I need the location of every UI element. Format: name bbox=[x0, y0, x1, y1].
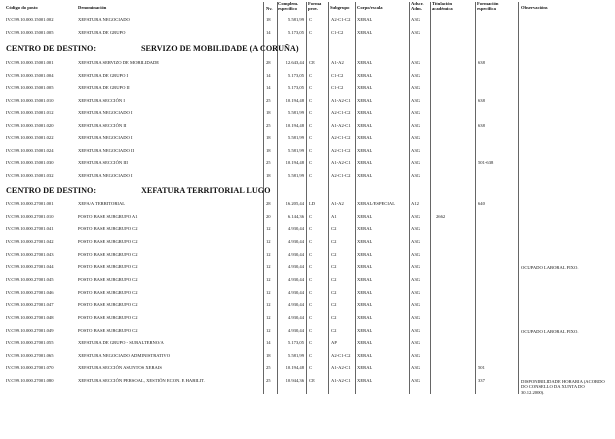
table-cell-comp: 5.581,99 bbox=[287, 147, 304, 153]
table-cell-comp: 16.205,44 bbox=[285, 201, 304, 206]
table-cell-forma: C bbox=[309, 302, 313, 308]
table-cell-forma: C bbox=[309, 147, 313, 153]
table-cell-nv: 25 bbox=[266, 122, 271, 128]
table-cell-adscr: A3G bbox=[411, 340, 420, 346]
col-sep-8 bbox=[475, 2, 476, 394]
table-cell-adscr: A3G bbox=[411, 378, 420, 384]
table-cell-adscr: A3G bbox=[411, 29, 420, 35]
table-cell-den: XEFATURA SECCIÓN PERSOAL, XESTIÓN ECON. E HABILIT. bbox=[78, 378, 205, 384]
table-cell-tit: 2662 bbox=[436, 213, 446, 219]
table-cell-nv: 14 bbox=[266, 85, 271, 90]
table-cell-sub: A2-C1-C2 bbox=[331, 352, 351, 358]
table-cell-comp: 5.581,99 bbox=[287, 172, 304, 178]
header-nv: Nv. bbox=[266, 6, 273, 11]
table-cell-codigo: IV.C99.10.000.15001.020 bbox=[6, 122, 54, 128]
col-sep-5 bbox=[355, 2, 356, 394]
col-sep-4 bbox=[328, 2, 329, 394]
table-cell-codigo: IV.C99.10.000.27001.045 bbox=[6, 276, 54, 282]
table-cell-comp: 4.930,44 bbox=[287, 251, 304, 257]
table-cell-comp: 5.581,99 bbox=[287, 110, 304, 115]
table-cell-den: POSTO BASE SUBGRUPO C2 bbox=[78, 289, 138, 295]
table-cell-codigo: IV.C99.10.000.27001.047 bbox=[6, 302, 54, 308]
table-cell-nv: 12 bbox=[266, 276, 271, 282]
table-cell-nv: 25 bbox=[266, 97, 271, 103]
table-cell-comp: 4.930,44 bbox=[287, 238, 304, 244]
table-cell-adscr: A12 bbox=[411, 201, 419, 206]
table-cell-sub: C2 bbox=[331, 251, 337, 257]
table-cell-sub: C2 bbox=[331, 238, 337, 244]
table-cell-sub: C2 bbox=[331, 289, 337, 295]
table-cell-adscr: A3G bbox=[411, 327, 420, 333]
table-cell-comp: 4.930,44 bbox=[287, 264, 304, 270]
col-sep-2 bbox=[277, 2, 278, 394]
table-cell-forma: C bbox=[309, 352, 313, 358]
table-cell-sub: A1-A2-C1 bbox=[331, 365, 351, 371]
table-cell-adscr: A3G bbox=[411, 238, 420, 244]
table-cell-codigo: IV.C99.10.000.15001.032 bbox=[6, 172, 54, 178]
table-cell-forma: LD bbox=[309, 201, 316, 206]
header-codigo: Código do posto bbox=[6, 5, 38, 10]
table-cell-nv: 12 bbox=[266, 264, 271, 270]
table-cell-form: 501 bbox=[478, 365, 485, 371]
table-cell-den: POSTO BASE SUBGRUPO C2 bbox=[78, 226, 138, 232]
table-cell-corpo: XERAL bbox=[357, 72, 373, 78]
table-cell-forma: C bbox=[309, 29, 313, 35]
table-cell-den: XEFATURA DE GRUPO - SUBALTERNO/A bbox=[78, 340, 164, 346]
table-cell-comp: 5.173,05 bbox=[287, 340, 304, 346]
table-cell-codigo: IV.C99.10.000.27001.041 bbox=[6, 226, 54, 232]
table-cell-corpo: XERAL bbox=[357, 85, 373, 90]
table-cell-corpo: XERAL bbox=[357, 135, 373, 140]
table-cell-comp: 4.930,44 bbox=[287, 289, 304, 295]
table-cell-codigo: IV.C99.10.000.27001.042 bbox=[6, 238, 54, 244]
header-denominacion: Denominación bbox=[78, 5, 107, 10]
table-cell-comp: 5.173,05 bbox=[287, 72, 304, 78]
table-cell-codigo: IV.C99.10.000.27001.049 bbox=[6, 327, 54, 333]
table-cell-comp: 4.930,44 bbox=[287, 327, 304, 333]
table-cell-nv: 18 bbox=[266, 110, 271, 115]
table-cell-adscr: A3G bbox=[411, 147, 420, 153]
table-cell-comp: 5.581,99 bbox=[287, 352, 304, 358]
header-titulacion-2: académica bbox=[432, 6, 453, 11]
table-cell-corpo: XERAL bbox=[357, 264, 373, 270]
table-cell-codigo: IV.C99.10.000.27001.001 bbox=[6, 201, 54, 206]
table-cell-corpo: XERAL bbox=[357, 238, 373, 244]
table-cell-forma: C bbox=[309, 17, 313, 22]
table-cell-den: XEFA/A TERRITORIAL bbox=[78, 201, 126, 206]
col-sep-9 bbox=[518, 2, 519, 394]
table-cell-adscr: A3G bbox=[411, 365, 420, 371]
table-cell-form: 337 bbox=[478, 378, 485, 384]
table-cell-nv: 12 bbox=[266, 327, 271, 333]
table-cell-den: XEFATURA SERVIZO DE MOBILIDADE bbox=[78, 60, 160, 65]
header-forma: Forma bbox=[308, 1, 322, 6]
table-cell-forma: C bbox=[309, 314, 313, 320]
header-forma-2: prov. bbox=[308, 6, 318, 11]
col-sep-6 bbox=[409, 2, 410, 394]
table-cell-comp: 12.643,44 bbox=[285, 60, 304, 65]
table-cell-adscr: A3G bbox=[411, 213, 420, 219]
col-sep-3 bbox=[306, 2, 307, 394]
table-cell-corpo: XERAL bbox=[357, 276, 373, 282]
table-cell-adscr: A3G bbox=[411, 302, 420, 308]
header-adscr-2: Adm. bbox=[411, 6, 422, 11]
table-cell-sub: A1-A2-C1 bbox=[331, 97, 351, 103]
table-cell-adscr: A3G bbox=[411, 264, 420, 270]
table-cell-den: POSTO BASE SUBGRUPO C2 bbox=[78, 264, 138, 270]
table-cell-adscr: A3G bbox=[411, 17, 420, 22]
table-cell-corpo: XERAL bbox=[357, 378, 373, 384]
table-cell-adscr: A3G bbox=[411, 314, 420, 320]
table-cell-corpo: XERAL bbox=[357, 29, 373, 35]
table-cell-den: POSTO BASE SUBGRUPO C2 bbox=[78, 327, 138, 333]
table-cell-corpo: XERAL bbox=[357, 226, 373, 232]
table-cell-codigo: IV.C99.10.000.27001.065 bbox=[6, 352, 54, 358]
table-cell-den: POSTO BASE SUBGRUPO C2 bbox=[78, 251, 138, 257]
table-cell-corpo: XERAL bbox=[357, 17, 373, 22]
table-cell-comp: 10.194,48 bbox=[285, 122, 304, 128]
table-cell-sub: A1-A2-C1 bbox=[331, 378, 351, 384]
header-titulacion: Titulación bbox=[432, 1, 453, 6]
table-cell-codigo: IV.C99.10.000.15001.005 bbox=[6, 29, 54, 35]
table-cell-adscr: A3G bbox=[411, 122, 420, 128]
header-complem: Complem. bbox=[278, 1, 299, 6]
table-cell-sub: C1-C2 bbox=[331, 72, 344, 78]
table-cell-nv: 12 bbox=[266, 226, 271, 232]
table-cell-sub: A1-A2 bbox=[331, 201, 344, 206]
table-cell-comp: 10.194,48 bbox=[285, 97, 304, 103]
table-cell-forma: C bbox=[309, 289, 313, 295]
table-cell-forma: C bbox=[309, 110, 313, 115]
table-cell-form: 638 bbox=[478, 122, 485, 128]
table-cell-nv: 14 bbox=[266, 340, 271, 346]
table-cell-corpo: XERAL bbox=[357, 97, 373, 103]
table-cell-comp: 5.581,99 bbox=[287, 135, 304, 140]
table-cell-corpo: XERAL bbox=[357, 314, 373, 320]
table-cell-den: XEFATURA DE GRUPO II bbox=[78, 85, 130, 90]
table-cell-sub: A1-A2-C1 bbox=[331, 122, 351, 128]
table-cell-forma: C bbox=[309, 264, 313, 270]
table-cell-den: XEFATURA NEGOCIADO bbox=[78, 17, 130, 22]
table-cell-adscr: A3G bbox=[411, 226, 420, 232]
table-cell-forma: C bbox=[309, 327, 313, 333]
table-cell-forma: C bbox=[309, 122, 313, 128]
table-cell-nv: 25 bbox=[266, 378, 271, 384]
table-cell-sub: C2 bbox=[331, 327, 337, 333]
table-cell-den: XEFATURA DE GRUPO bbox=[78, 29, 126, 35]
table-cell-obs: DISPONIBILIDADE HORARIA (ACORDO DO CONSELLO DA XUNTA DO 30.12.2000). bbox=[521, 379, 605, 395]
section-2-label: CENTRO DE DESTINO: bbox=[6, 186, 97, 195]
table-cell-comp: 6.144,36 bbox=[287, 213, 304, 219]
table-cell-form: 638 bbox=[478, 97, 485, 103]
table-cell-corpo: XERAL bbox=[357, 340, 373, 346]
table-cell-forma: CE bbox=[309, 378, 315, 384]
table-cell-adscr: A3G bbox=[411, 72, 420, 78]
table-cell-den: POSTO BASE SUBGRUPO A1 bbox=[78, 213, 138, 219]
table-cell-sub: C1-C2 bbox=[331, 29, 344, 35]
table-cell-sub: C2 bbox=[331, 276, 337, 282]
table-cell-den: XEFATURA SECCIÓN I bbox=[78, 97, 125, 103]
table-cell-nv: 20 bbox=[266, 213, 271, 219]
table-cell-forma: C bbox=[309, 276, 313, 282]
table-cell-nv: 25 bbox=[266, 365, 271, 371]
table-cell-obs: OCUPADO LABORAL FIXO. bbox=[521, 328, 579, 334]
table-cell-den: XEFATURA SECCIÓN III bbox=[78, 160, 128, 165]
header-complem-2: específico bbox=[278, 6, 297, 11]
table-cell-forma: C bbox=[309, 365, 313, 371]
table-cell-nv: 12 bbox=[266, 289, 271, 295]
table-cell-forma: C bbox=[309, 135, 313, 140]
table-cell-adscr: A3G bbox=[411, 135, 420, 140]
table-cell-den: POSTO BASE SUBGRUPO C2 bbox=[78, 302, 138, 308]
table-cell-den: XEFATURA NEGOCIADO ADMINISTRATIVO bbox=[78, 352, 171, 358]
table-cell-sub: C2 bbox=[331, 314, 337, 320]
table-cell-form: 638 bbox=[478, 60, 485, 65]
section-1-name: SERVIZO DE MOBILIDADE (A CORUÑA) bbox=[141, 44, 299, 53]
table-cell-nv: 12 bbox=[266, 302, 271, 308]
table-cell-sub: A1 bbox=[331, 213, 337, 219]
table-cell-sub: A1-A2 bbox=[331, 60, 344, 65]
table-cell-den: XEFATURA DE GRUPO I bbox=[78, 72, 129, 78]
table-cell-forma: C bbox=[309, 85, 313, 90]
table-cell-corpo: XERAL bbox=[357, 302, 373, 308]
table-cell-nv: 18 bbox=[266, 172, 271, 178]
table-cell-corpo: XERAL bbox=[357, 60, 373, 65]
header-corpo: Corpo/escala bbox=[357, 5, 383, 10]
table-cell-sub: AP bbox=[331, 340, 337, 346]
table-cell-codigo: IV.C99.10.000.15001.005 bbox=[6, 85, 54, 90]
table-cell-adscr: A3G bbox=[411, 85, 420, 90]
table-cell-adscr: A3G bbox=[411, 352, 420, 358]
table-cell-adscr: A3G bbox=[411, 251, 420, 257]
table-cell-corpo: XERAL bbox=[357, 122, 373, 128]
table-cell-codigo: IV.C99.10.000.27001.010 bbox=[6, 213, 54, 219]
table-cell-adscr: A3G bbox=[411, 289, 420, 295]
table-cell-nv: 28 bbox=[266, 201, 271, 206]
table-cell-corpo: XERAL bbox=[357, 110, 373, 115]
table-cell-forma: C bbox=[309, 213, 313, 219]
table-cell-comp: 4.930,44 bbox=[287, 314, 304, 320]
table-cell-nv: 18 bbox=[266, 17, 271, 22]
col-sep-1 bbox=[263, 2, 264, 394]
table-cell-forma: C bbox=[309, 251, 313, 257]
table-cell-sub: C2 bbox=[331, 302, 337, 308]
table-cell-den: XEFATURA NEGOCIADO I bbox=[78, 110, 133, 115]
table-cell-sub: C2 bbox=[331, 226, 337, 232]
table-cell-corpo: XERAL bbox=[357, 172, 373, 178]
header-observacions: Observacións bbox=[521, 5, 548, 10]
section-1-label: CENTRO DE DESTINO: bbox=[6, 44, 97, 53]
table-cell-sub: C2 bbox=[331, 264, 337, 270]
table-cell-codigo: IV.C99.10.000.27001.048 bbox=[6, 314, 54, 320]
header-adscr: Adscr. bbox=[411, 1, 424, 6]
table-cell-corpo: XERAL bbox=[357, 213, 373, 219]
table-cell-codigo: IV.C99.10.000.15001.030 bbox=[6, 160, 54, 165]
table-cell-forma: C bbox=[309, 97, 313, 103]
table-cell-codigo: IV.C99.10.000.15001.024 bbox=[6, 147, 54, 153]
table-cell-den: XEFATURA NEGOCIADO I bbox=[78, 172, 133, 178]
table-cell-comp: 10.194,48 bbox=[285, 365, 304, 371]
table-cell-comp: 5.173,05 bbox=[287, 85, 304, 90]
table-cell-form: 640 bbox=[478, 201, 485, 206]
table-cell-adscr: A3G bbox=[411, 172, 420, 178]
table-cell-sub: C1-C2 bbox=[331, 85, 344, 90]
table-cell-sub: A2-C1-C2 bbox=[331, 147, 351, 153]
table-cell-forma: C bbox=[309, 72, 313, 78]
table-cell-adscr: A3G bbox=[411, 60, 420, 65]
table-cell-codigo: IV.C99.10.000.27001.044 bbox=[6, 264, 54, 270]
table-cell-sub: A1-A2-C1 bbox=[331, 160, 351, 165]
table-cell-den: XEFATURA NEGOCIADO II bbox=[78, 147, 135, 153]
table-cell-forma: C bbox=[309, 226, 313, 232]
table-cell-sub: A2-C1-C2 bbox=[331, 17, 351, 22]
table-cell-comp: 4.930,44 bbox=[287, 302, 304, 308]
table-cell-codigo: IV.C99.10.000.15001.004 bbox=[6, 72, 54, 78]
table-cell-corpo: XERAL/ESPECIAL bbox=[357, 201, 396, 206]
table-cell-codigo: IV.C99.10.000.15001.012 bbox=[6, 110, 54, 115]
table-cell-sub: A2-C1-C2 bbox=[331, 172, 351, 178]
table-cell-nv: 18 bbox=[266, 147, 271, 153]
table-cell-corpo: XERAL bbox=[357, 327, 373, 333]
table-cell-forma: CE bbox=[309, 60, 315, 65]
table-cell-obs: OCUPADO LABORAL FIXO. bbox=[521, 265, 579, 271]
table-cell-codigo: IV.C99.10.000.27001.055 bbox=[6, 340, 54, 346]
table-cell-forma: C bbox=[309, 340, 313, 346]
table-cell-den: POSTO BASE SUBGRUPO C2 bbox=[78, 314, 138, 320]
table-cell-codigo: IV.C99.10.000.15001.001 bbox=[6, 60, 54, 65]
table-cell-adscr: A3G bbox=[411, 276, 420, 282]
table-cell-codigo: IV.C99.10.000.27001.043 bbox=[6, 251, 54, 257]
table-cell-comp: 10.194,48 bbox=[285, 160, 304, 165]
section-2-name: XEFATURA TERRITORIAL LUGO bbox=[141, 186, 271, 195]
table-cell-den: XEFATURA NEGOCIADO I bbox=[78, 135, 133, 140]
table-cell-nv: 12 bbox=[266, 314, 271, 320]
table-cell-codigo: IV.C99.10.000.27001.080 bbox=[6, 378, 54, 384]
table-cell-den: XEFATURA SECCIÓN II bbox=[78, 122, 127, 128]
table-cell-form: 501-638 bbox=[478, 160, 494, 165]
table-cell-codigo: IV.C99.10.000.15001.022 bbox=[6, 135, 54, 140]
table-cell-forma: C bbox=[309, 172, 313, 178]
table-cell-adscr: A3G bbox=[411, 97, 420, 103]
table-cell-sub: A2-C1-C2 bbox=[331, 110, 351, 115]
table-cell-nv: 18 bbox=[266, 352, 271, 358]
table-cell-adscr: A3G bbox=[411, 160, 420, 165]
table-cell-corpo: XERAL bbox=[357, 251, 373, 257]
table-cell-sub: A2-C1-C2 bbox=[331, 135, 351, 140]
table-cell-codigo: IV.C99.10.000.27001.070 bbox=[6, 365, 54, 371]
table-cell-corpo: XERAL bbox=[357, 352, 373, 358]
table-cell-codigo: IV.C99.10.000.27001.046 bbox=[6, 289, 54, 295]
table-cell-den: POSTO BASE SUBGRUPO C2 bbox=[78, 276, 138, 282]
table-cell-nv: 12 bbox=[266, 238, 271, 244]
table-cell-comp: 5.581,99 bbox=[287, 17, 304, 22]
table-cell-corpo: XERAL bbox=[357, 147, 373, 153]
table-cell-comp: 4.930,44 bbox=[287, 276, 304, 282]
table-cell-comp: 10.944,36 bbox=[285, 378, 304, 384]
col-sep-7 bbox=[430, 2, 431, 394]
table-cell-comp: 5.173,05 bbox=[287, 29, 304, 35]
table-cell-comp: 4.930,44 bbox=[287, 226, 304, 232]
table-cell-forma: C bbox=[309, 238, 313, 244]
table-cell-corpo: XERAL bbox=[357, 365, 373, 371]
table-cell-nv: 12 bbox=[266, 251, 271, 257]
table-cell-corpo: XERAL bbox=[357, 289, 373, 295]
table-cell-nv: 14 bbox=[266, 29, 271, 35]
table-cell-nv: 14 bbox=[266, 72, 271, 78]
table-cell-forma: C bbox=[309, 160, 313, 165]
header-subgrupo: Subgrupo bbox=[330, 5, 350, 10]
table-cell-codigo: IV.C99.10.000.15001.010 bbox=[6, 97, 54, 103]
table-cell-nv: 18 bbox=[266, 135, 271, 140]
table-cell-codigo: IV.C99.10.000.15001.002 bbox=[6, 17, 54, 22]
header-formacion-2: específica bbox=[477, 6, 496, 11]
table-cell-nv: 25 bbox=[266, 160, 271, 165]
table-cell-nv: 28 bbox=[266, 60, 271, 65]
table-cell-adscr: A3G bbox=[411, 110, 420, 115]
table-cell-corpo: XERAL bbox=[357, 160, 373, 165]
table-cell-den: XEFATURA SECCIÓN ASUNTOS XERAIS bbox=[78, 365, 162, 371]
header-formacion: Formación bbox=[477, 1, 499, 6]
table-cell-den: POSTO BASE SUBGRUPO C2 bbox=[78, 238, 138, 244]
